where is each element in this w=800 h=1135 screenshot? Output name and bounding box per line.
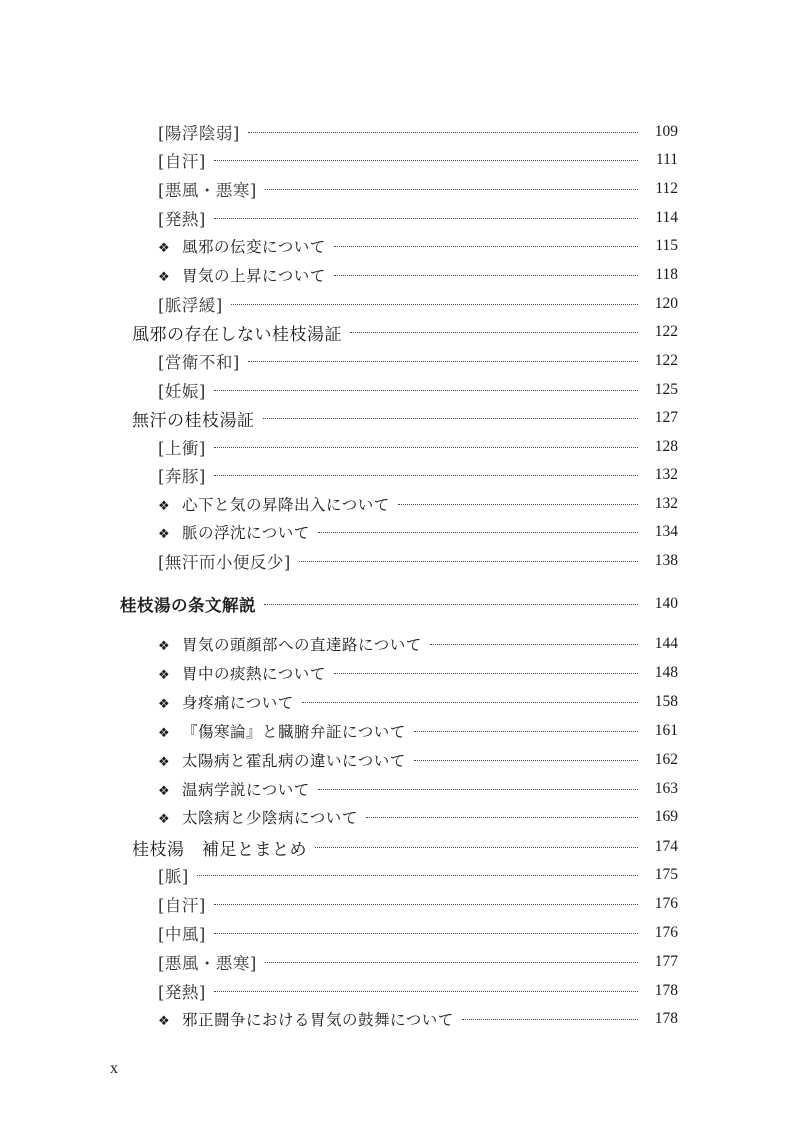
toc-page-number: 177 bbox=[654, 953, 678, 970]
toc-page-number: 127 bbox=[654, 409, 678, 426]
toc-entry-text: [悪風・悪寒] bbox=[158, 181, 257, 200]
toc-entry bbox=[0, 547, 800, 575]
toc-entry bbox=[0, 461, 800, 489]
toc-entry-text: 心下と気の昇降出入について bbox=[182, 496, 390, 514]
toc-page-number: 125 bbox=[654, 381, 678, 398]
toc-page-number: 120 bbox=[654, 295, 678, 312]
dot-leader bbox=[214, 390, 638, 391]
toc-entry-title bbox=[158, 463, 206, 487]
toc-entry-text: 脈の浮沈について bbox=[182, 524, 310, 542]
toc-entry-text: 桂枝湯の条文解説 bbox=[120, 596, 256, 615]
toc-page-number: 148 bbox=[654, 664, 678, 681]
toc-entry bbox=[0, 977, 800, 1005]
toc-page-number: 115 bbox=[655, 237, 678, 254]
dot-leader bbox=[265, 189, 638, 190]
toc-entry bbox=[0, 175, 800, 203]
toc-entry-text: [陽浮陰弱] bbox=[158, 124, 240, 143]
toc-entry-text: 風邪の伝変について bbox=[182, 238, 326, 256]
toc-entry-title bbox=[132, 406, 255, 431]
toc-entry-text: [悪風・悪寒] bbox=[158, 954, 257, 973]
toc-entry bbox=[0, 1005, 800, 1033]
toc-entry-text: [妊娠] bbox=[158, 382, 206, 401]
toc-entry-text: [中風] bbox=[158, 925, 206, 944]
dot-leader bbox=[264, 604, 638, 605]
toc-entry-text: 無汗の桂枝湯証 bbox=[132, 410, 255, 431]
dot-leader bbox=[318, 789, 638, 790]
diamond-bullet-icon: ❖ bbox=[158, 270, 171, 285]
toc-page-number: 122 bbox=[654, 323, 678, 340]
toc-page-number: 140 bbox=[654, 595, 678, 612]
toc-entry-text: [自汗] bbox=[158, 152, 206, 171]
toc-entry bbox=[0, 518, 800, 546]
toc-page-number: 109 bbox=[654, 123, 678, 140]
dot-leader bbox=[197, 875, 638, 876]
toc-page-number: 161 bbox=[654, 722, 678, 739]
toc-page-number: 176 bbox=[654, 924, 678, 941]
toc-entry-text: 風邪の存在しない桂枝湯証 bbox=[132, 324, 342, 345]
dot-leader bbox=[214, 475, 638, 476]
toc-entry-title bbox=[158, 950, 257, 974]
toc-page-number: 132 bbox=[654, 466, 678, 483]
toc-entry-title bbox=[158, 863, 189, 887]
dot-leader bbox=[398, 504, 638, 505]
toc-entry-title bbox=[158, 662, 326, 684]
diamond-bullet-icon: ❖ bbox=[158, 668, 171, 683]
toc-entry-title bbox=[158, 435, 206, 459]
toc-entry bbox=[0, 861, 800, 889]
toc-entry bbox=[0, 833, 800, 861]
toc-entry-text: 胃中の痰熱について bbox=[182, 665, 326, 683]
toc-entry-title bbox=[158, 720, 406, 742]
toc-entry-title bbox=[158, 148, 206, 172]
page-folio: x bbox=[110, 1060, 118, 1077]
toc-entry-title bbox=[158, 921, 206, 945]
toc-entry bbox=[0, 490, 800, 518]
dot-leader bbox=[299, 561, 638, 562]
toc-entry-text: 太陽病と霍乱病の違いについて bbox=[182, 752, 406, 770]
toc-page-number: 122 bbox=[654, 352, 678, 369]
toc-page-number: 111 bbox=[655, 151, 678, 168]
toc-entry-text: [無汗而小便反少] bbox=[158, 553, 291, 572]
diamond-bullet-icon: ❖ bbox=[158, 1014, 171, 1029]
diamond-bullet-icon: ❖ bbox=[158, 697, 171, 712]
toc-entry-title bbox=[158, 120, 240, 144]
toc-entry-title bbox=[158, 292, 223, 316]
toc-entry bbox=[0, 688, 800, 716]
toc-entry-title bbox=[158, 778, 310, 800]
toc-entry-text: [発熱] bbox=[158, 983, 206, 1002]
toc-entry-title bbox=[158, 549, 291, 573]
toc-entry bbox=[0, 404, 800, 432]
dot-leader bbox=[414, 760, 638, 761]
toc-entry bbox=[0, 204, 800, 232]
toc-page-number: 134 bbox=[654, 523, 678, 540]
toc-entry bbox=[0, 746, 800, 774]
toc-page-number: 169 bbox=[654, 808, 678, 825]
toc-entry-title bbox=[158, 691, 294, 713]
toc-entry bbox=[0, 948, 800, 976]
diamond-bullet-icon: ❖ bbox=[158, 784, 171, 799]
toc-entry-title bbox=[158, 206, 206, 230]
toc-entry bbox=[0, 919, 800, 947]
toc-page-number: 178 bbox=[654, 982, 678, 999]
toc-page-number: 176 bbox=[654, 895, 678, 912]
dot-leader bbox=[214, 991, 638, 992]
toc-entry-text: 太陰病と少陰病について bbox=[182, 809, 358, 827]
diamond-bullet-icon: ❖ bbox=[158, 755, 171, 770]
toc-entry-text: 胃気の頭顔部への直達路について bbox=[182, 636, 422, 654]
dot-leader bbox=[334, 246, 638, 247]
dot-leader bbox=[214, 933, 638, 934]
dot-leader bbox=[315, 847, 638, 848]
toc-entry bbox=[0, 803, 800, 831]
dot-leader bbox=[231, 304, 638, 305]
dot-leader bbox=[334, 275, 638, 276]
toc-entry bbox=[0, 590, 800, 618]
toc-entry bbox=[0, 659, 800, 687]
dot-leader bbox=[414, 731, 638, 732]
dot-leader bbox=[334, 673, 638, 674]
toc-page-number: 112 bbox=[655, 180, 678, 197]
toc-entry bbox=[0, 347, 800, 375]
dot-leader bbox=[263, 418, 638, 419]
toc-page-number: 118 bbox=[655, 266, 678, 283]
dot-leader bbox=[462, 1019, 638, 1020]
toc-entry-title bbox=[132, 320, 342, 345]
toc-entry bbox=[0, 775, 800, 803]
toc-entry bbox=[0, 890, 800, 918]
toc-entry-title bbox=[158, 633, 422, 655]
dot-leader bbox=[430, 644, 638, 645]
toc-entry-text: 邪正闘争における胃気の鼓舞について bbox=[182, 1011, 454, 1029]
dot-leader bbox=[366, 817, 638, 818]
diamond-bullet-icon: ❖ bbox=[158, 241, 171, 256]
toc-page-number: 175 bbox=[654, 866, 678, 883]
diamond-bullet-icon: ❖ bbox=[158, 639, 171, 654]
toc-entry bbox=[0, 376, 800, 404]
dot-leader bbox=[214, 904, 638, 905]
toc-page-number: 132 bbox=[654, 495, 678, 512]
toc-entry-title bbox=[132, 835, 307, 860]
toc-entry-text: 『傷寒論』と臓腑弁証について bbox=[182, 723, 406, 741]
toc-entry bbox=[0, 630, 800, 658]
toc-page-number: 144 bbox=[654, 635, 678, 652]
diamond-bullet-icon: ❖ bbox=[158, 726, 171, 741]
toc-entry-text: [発熱] bbox=[158, 210, 206, 229]
toc-entry bbox=[0, 290, 800, 318]
dot-leader bbox=[302, 702, 638, 703]
toc-entry-title bbox=[158, 806, 358, 828]
dot-leader bbox=[214, 218, 638, 219]
toc-page-number: 114 bbox=[655, 209, 678, 226]
toc-entry-title bbox=[158, 521, 310, 543]
toc-entry-title bbox=[158, 1008, 454, 1030]
toc-entry bbox=[0, 433, 800, 461]
toc-page-number: 174 bbox=[654, 838, 678, 855]
toc-page-number: 138 bbox=[654, 552, 678, 569]
toc-entry-text: 身疼痛について bbox=[182, 694, 294, 712]
toc-entry bbox=[0, 318, 800, 346]
diamond-bullet-icon: ❖ bbox=[158, 499, 171, 514]
diamond-bullet-icon: ❖ bbox=[158, 812, 171, 827]
diamond-bullet-icon: ❖ bbox=[158, 527, 171, 542]
dot-leader bbox=[248, 132, 638, 133]
dot-leader bbox=[248, 361, 638, 362]
toc-entry-text: 胃気の上昇について bbox=[182, 267, 326, 285]
dot-leader bbox=[214, 447, 638, 448]
toc-page-number: 162 bbox=[654, 751, 678, 768]
toc-entry bbox=[0, 232, 800, 260]
toc-entry bbox=[0, 146, 800, 174]
toc-entry-title bbox=[158, 264, 326, 286]
toc-entry-title bbox=[158, 349, 240, 373]
toc-entry-title bbox=[158, 378, 206, 402]
toc-entry-title bbox=[158, 493, 390, 515]
toc-entry-text: 桂枝湯 補足とまとめ bbox=[132, 839, 307, 860]
toc-page-number: 158 bbox=[654, 693, 678, 710]
dot-leader bbox=[350, 332, 638, 333]
toc-entry-text: [脈浮緩] bbox=[158, 296, 223, 315]
toc-entry bbox=[0, 261, 800, 289]
toc-entry bbox=[0, 118, 800, 146]
toc-entry-title bbox=[158, 892, 206, 916]
toc-entry-title bbox=[158, 177, 257, 201]
toc-entry-text: [営衛不和] bbox=[158, 353, 240, 372]
toc-entry-text: [自汗] bbox=[158, 896, 206, 915]
toc-page-number: 178 bbox=[654, 1010, 678, 1027]
toc-entry-text: 温病学説について bbox=[182, 781, 310, 799]
dot-leader bbox=[214, 160, 638, 161]
toc-entry-title bbox=[158, 749, 406, 771]
toc-entry-text: [脈] bbox=[158, 867, 189, 886]
toc-page-number: 163 bbox=[654, 780, 678, 797]
dot-leader bbox=[318, 532, 638, 533]
toc-entry-title bbox=[158, 979, 206, 1003]
toc-entry-text: [奔豚] bbox=[158, 467, 206, 486]
toc-entry-title bbox=[158, 235, 326, 257]
toc-entry bbox=[0, 717, 800, 745]
toc-page-number: 128 bbox=[654, 438, 678, 455]
toc-entry-text: [上衝] bbox=[158, 439, 206, 458]
toc-entry-title bbox=[120, 592, 256, 616]
dot-leader bbox=[265, 962, 638, 963]
